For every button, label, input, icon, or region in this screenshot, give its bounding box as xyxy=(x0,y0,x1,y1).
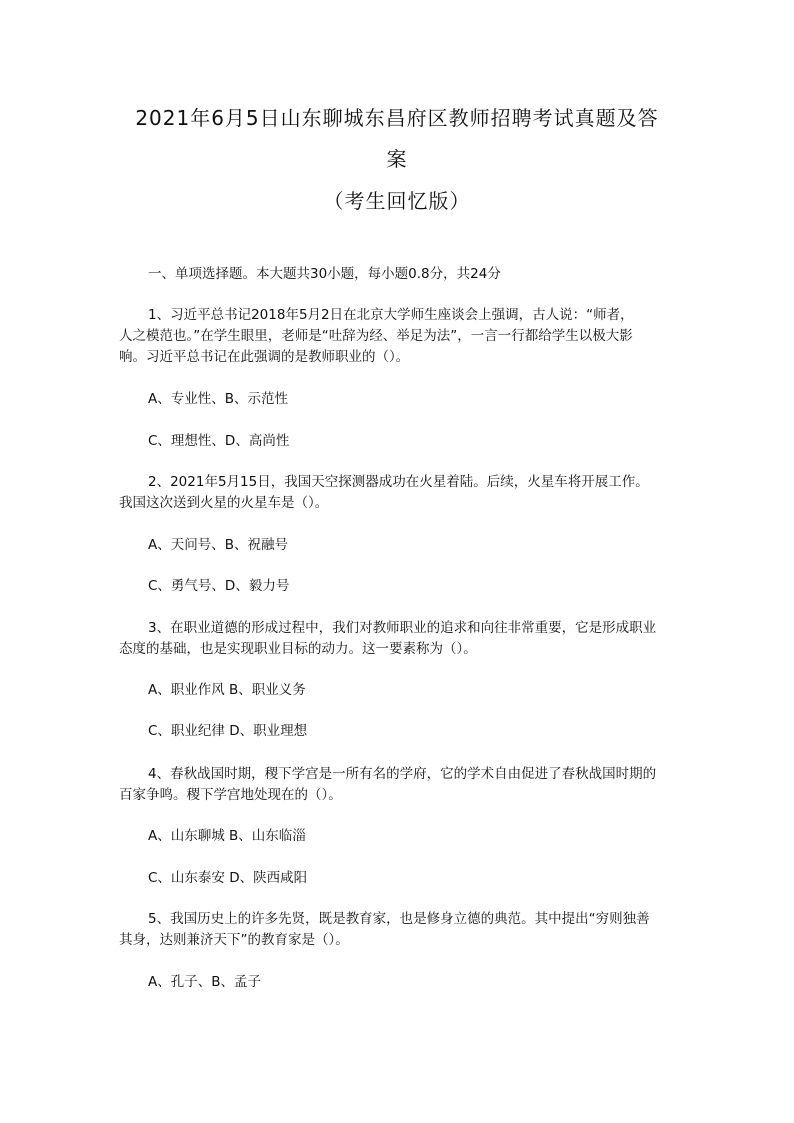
question-1-line-1: 1、习近平总书记2018年5月2日在北京大学师生座谈会上强调，古人说：“师者， xyxy=(148,307,634,323)
doc-title-line-2: 案 xyxy=(386,147,408,171)
question-4-options-ab: A、山东聊城 B、山东临淄 xyxy=(148,828,306,844)
question-2-line-2: 我国这次送到火星的火星车是（）。 xyxy=(119,495,329,511)
question-2-options-cd: C、勇气号、D、毅力号 xyxy=(148,578,290,594)
doc-title-line-1: 2021年6月5日山东聊城东昌府区教师招聘考试真题及答 xyxy=(135,106,659,130)
question-4-line-1: 4、春秋战国时期，稷下学宫是一所有名的学府，它的学术自由促进了春秋战国时期的 xyxy=(148,766,657,782)
doc-subtitle: （考生回忆版） xyxy=(323,189,471,213)
question-2-line-1: 2、2021年5月15日，我国天空探测器成功在火星着陆。后续，火星车将开展工作。 xyxy=(148,474,649,490)
question-1-line-2: 人之模范也。”在学生眼里，老师是“吐辞为经、举足为法”，一言一行都给学生以极大影 xyxy=(119,328,633,344)
question-3-line-2: 态度的基础，也是实现职业目标的动力。这一要素称为（）。 xyxy=(119,641,477,657)
question-3-line-1: 3、在职业道德的形成过程中，我们对教师职业的追求和向往非常重要，它是形成职业 xyxy=(148,620,657,636)
question-5-line-1: 5、我国历史上的许多先贤，既是教育家，也是修身立德的典范。其中提出“穷则独善 xyxy=(148,911,650,927)
question-1-options-cd: C、理想性、D、高尚性 xyxy=(148,433,290,449)
question-4-options-cd: C、山东泰安 D、陕西咸阳 xyxy=(148,870,308,886)
question-3-options-ab: A、职业作风 B、职业义务 xyxy=(148,682,306,698)
question-4-line-2: 百家争鸣。稷下学宫地处现在的（）。 xyxy=(119,787,342,803)
question-1-options-ab: A、专业性、B、示范性 xyxy=(148,391,288,407)
question-5-line-2: 其身，达则兼济天下”的教育家是（）。 xyxy=(119,932,349,948)
question-1-line-3: 响。习近平总书记在此强调的是教师职业的（）。 xyxy=(119,349,410,365)
question-3-options-cd: C、职业纪律 D、职业理想 xyxy=(148,723,308,739)
question-2-options-ab: A、天问号、B、祝融号 xyxy=(148,537,288,553)
question-5-options-ab: A、孔子、B、孟子 xyxy=(148,974,261,990)
section-heading: 一、单项选择题。本大题共30小题，每小题0.8分，共24分 xyxy=(148,266,501,282)
